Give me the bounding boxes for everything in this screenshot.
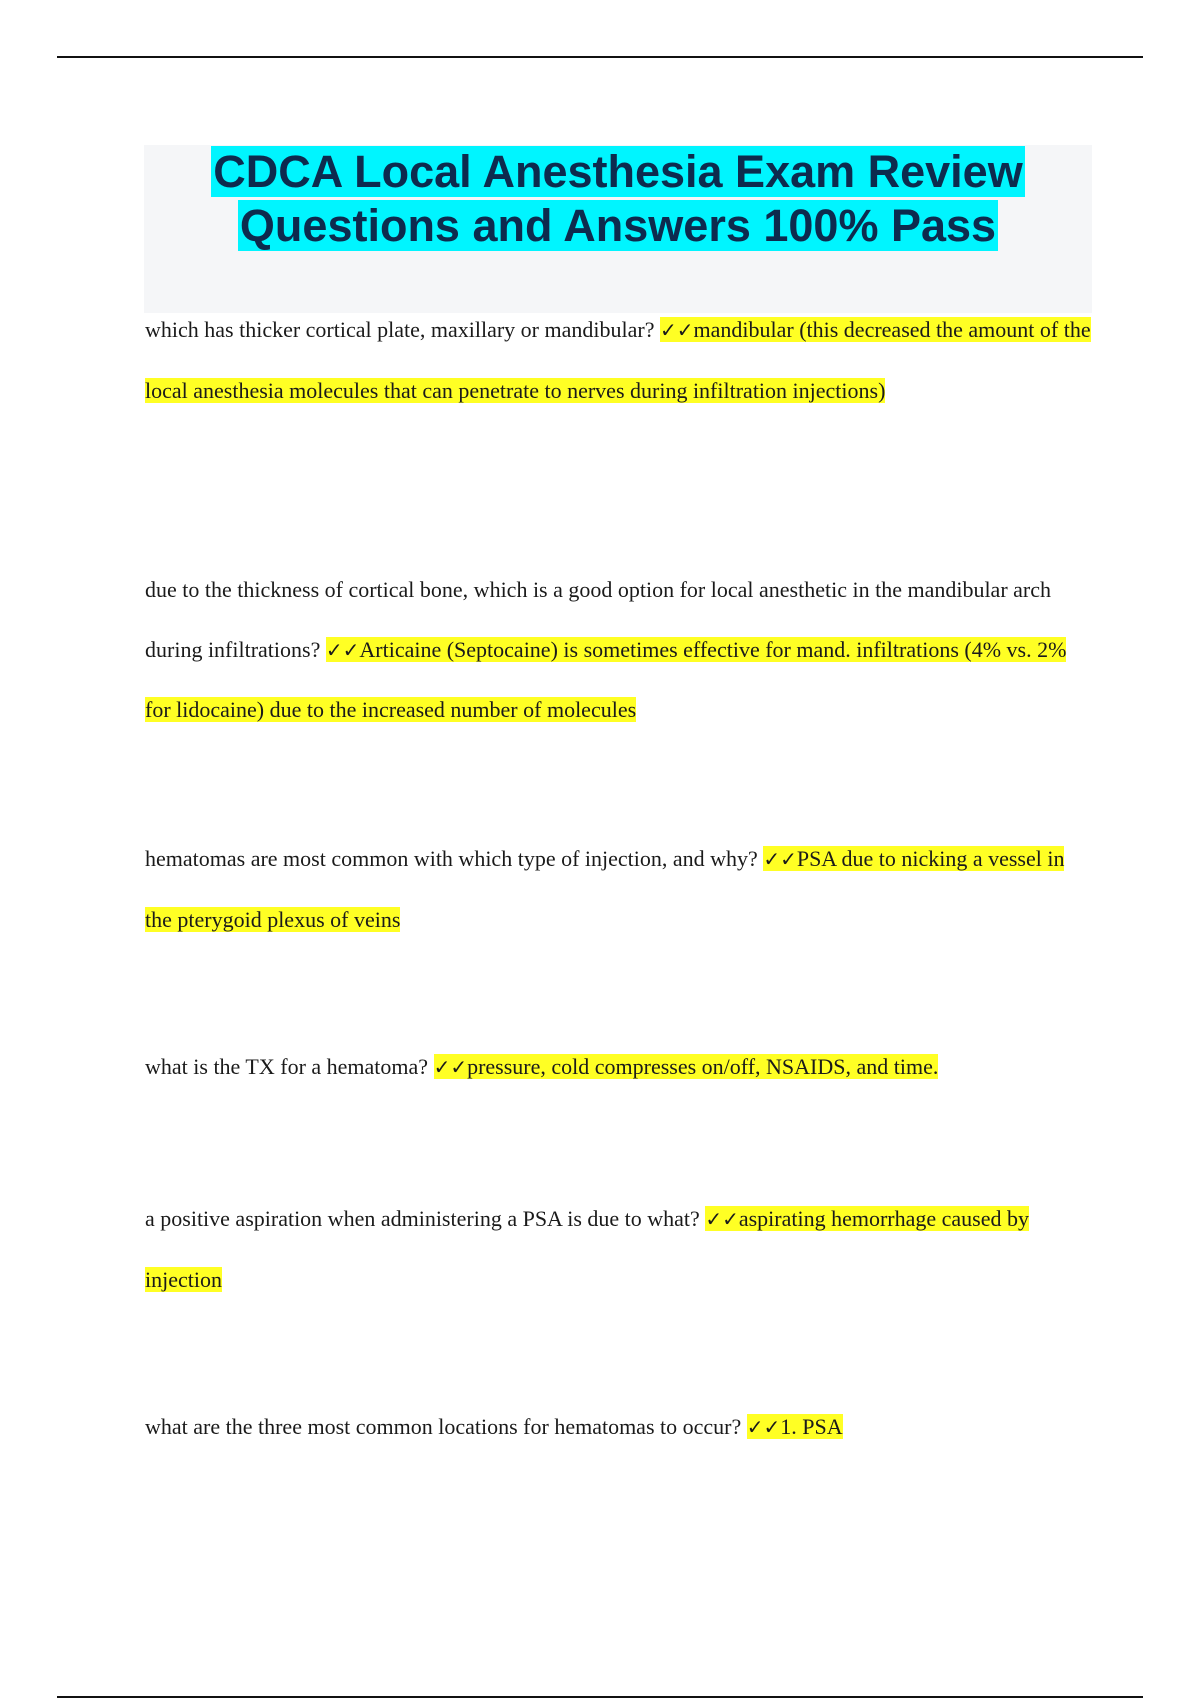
- answer-text: [434, 1054, 939, 1079]
- answer-body: mandibular (this decreased the amount of the local anesthesia molecules that can penetrate to nerves during infiltration injections): [145, 317, 1091, 403]
- qa-item: [145, 829, 1095, 949]
- question-text: a positive aspiration when administering a PSA is due to what?: [145, 1206, 700, 1231]
- answer-body: pressure, cold compresses on/off, NSAIDS, and time.: [467, 1054, 939, 1079]
- answer-body: PSA due to nicking a vessel in the pterygoid plexus of veins: [145, 846, 1065, 932]
- title-block: [144, 145, 1092, 313]
- question-text: what is the TX for a hematoma?: [145, 1054, 429, 1079]
- top-rule: [57, 56, 1143, 58]
- double-check-icon: ✓✓: [705, 1207, 739, 1231]
- title-line-1: CDCA Local Anesthesia Exam Review: [213, 146, 1023, 197]
- qa-item: [145, 1037, 1095, 1098]
- double-check-icon: ✓✓: [659, 318, 694, 342]
- title-line-2: Questions and Answers 100% Pass: [239, 200, 997, 251]
- qa-item: [145, 560, 1095, 740]
- page-title: [144, 145, 1092, 253]
- question-text: due to the thickness of cortical bone, which is a good option for local anesthetic in the mandibular arch during infiltrations?: [145, 577, 1052, 662]
- qa-item: [145, 1189, 1095, 1309]
- double-check-icon: ✓✓: [763, 847, 797, 871]
- question-text: which has thicker cortical plate, maxillary or mandibular?: [145, 317, 655, 342]
- answer-body: aspirating hemorrhage caused by injection: [145, 1206, 1029, 1292]
- answer-body: 1. PSA: [780, 1414, 843, 1439]
- answer-body: Articaine (Septocaine) is sometimes effective for mand. infiltrations (4% vs. 2% for lidocaine) due to the increased number of molecules: [145, 636, 1067, 722]
- double-check-icon: ✓✓: [433, 1055, 468, 1079]
- bottom-rule: [57, 1696, 1143, 1698]
- double-check-icon: ✓✓: [325, 637, 360, 662]
- qa-item: [145, 1397, 1095, 1458]
- question-text: hematomas are most common with which type of injection, and why?: [145, 846, 758, 871]
- qa-item: [145, 300, 1095, 420]
- double-check-icon: ✓✓: [746, 1415, 781, 1439]
- question-text: what are the three most common locations for hematomas to occur?: [145, 1414, 742, 1439]
- answer-text: [747, 1414, 843, 1439]
